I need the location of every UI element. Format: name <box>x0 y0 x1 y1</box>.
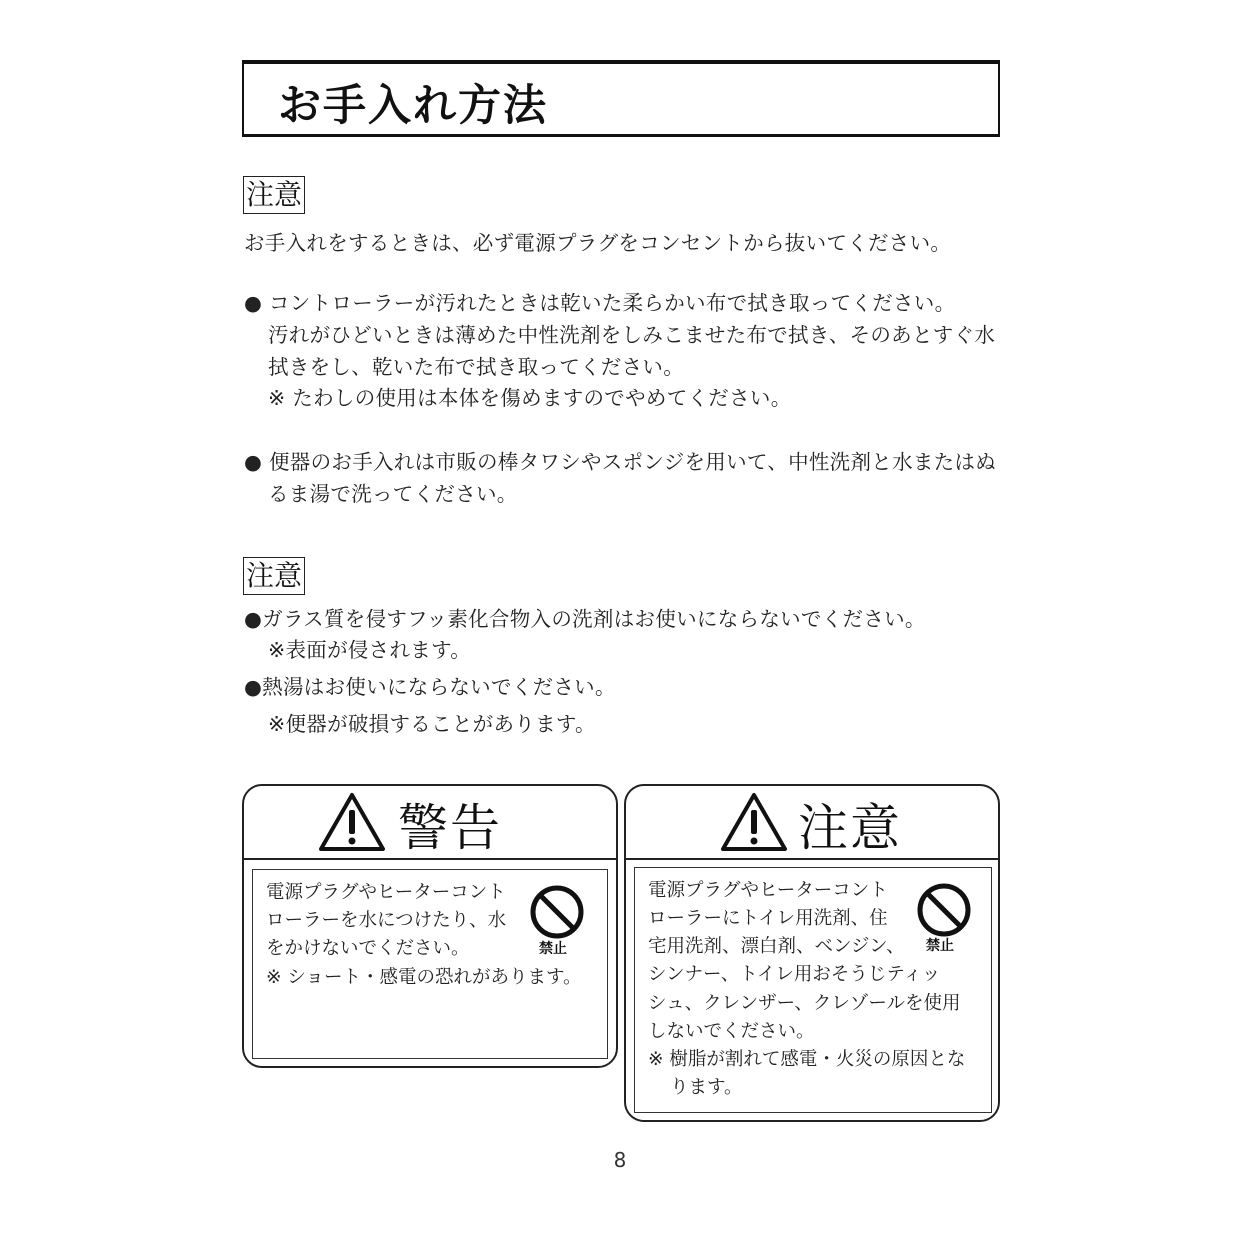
warning-line-4: ※ ショート・感電の恐れがあります。 <box>266 967 582 988</box>
caution-line-3: 宅用洗剤、漂白剤、ベンジン、 <box>648 936 905 957</box>
prohibited-label: 禁止 <box>926 938 954 954</box>
caution-line-4: シンナー、トイレ用おそうじティッ <box>648 964 941 985</box>
bullet1-line1: ● コントローラーが汚れたときは乾いた柔らかい布で拭き取ってください。 <box>244 291 956 315</box>
section2-line4: ※便器が破損することがあります。 <box>268 712 596 736</box>
page-title: お手入れ方法 <box>278 81 548 131</box>
caution-line-1: 電源プラグやヒーターコント <box>648 880 888 901</box>
bullet1-line4: ※ たわしの使用は本体を傷めますのでやめてください。 <box>268 386 792 410</box>
caution-line-7: ※ 樹脂が割れて感電・火災の原因とな <box>648 1049 966 1070</box>
warning-line-2: ローラーを水につけたり、水 <box>266 910 507 931</box>
warning-box <box>242 784 618 1068</box>
warning-box-header <box>244 786 616 860</box>
warning-line-3: をかけないでください。 <box>266 938 470 959</box>
caution-line-8: ります。 <box>670 1077 743 1098</box>
caution-triangle-icon <box>720 792 788 852</box>
page-number: 8 <box>613 1148 627 1172</box>
caution-label-2: 注意 <box>243 557 305 595</box>
caution-line-2: ローラーにトイレ用洗剤、住 <box>648 908 888 929</box>
bullet2-line1: ● 便器のお手入れは市販の棒タワシやスポンジを用いて、中性洗剤と水またはぬ <box>244 450 997 474</box>
warning-line-1: 電源プラグやヒーターコント <box>266 882 506 903</box>
caution-line-6: しないでください。 <box>648 1021 815 1042</box>
warning-triangle-icon <box>318 792 386 852</box>
prohibited-icon <box>916 882 972 938</box>
caution-label-1: 注意 <box>243 176 305 214</box>
bullet1-line3: 拭きをし、乾いた布で拭き取ってください。 <box>268 355 684 379</box>
caution-box-header <box>626 786 998 860</box>
section2-line1: ●ガラス質を侵すフッ素化合物入の洗剤はお使いにならないでください。 <box>244 607 926 631</box>
caution-line-5: シュ、クレンザー、クレゾールを使用 <box>648 993 961 1014</box>
section2-line2: ※表面が侵されます。 <box>268 638 472 662</box>
prohibited-icon <box>529 884 585 940</box>
prohibited-label: 禁止 <box>539 941 567 957</box>
bullet2-line2: るま湯で洗ってください。 <box>268 482 518 506</box>
intro-text: お手入れをするときは、必ず電源プラグをコンセントから抜いてください。 <box>244 231 952 255</box>
bullet1-line2: 汚れがひどいときは薄めた中性洗剤をしみこませた布で拭き、そのあとすぐ水 <box>268 323 996 347</box>
title-box <box>242 60 1000 137</box>
caution-box <box>624 784 1000 1122</box>
warning-box-title: 警告 <box>398 799 502 857</box>
section2-line3: ●熱湯はお使いにならないでください。 <box>244 675 616 699</box>
caution-box-title: 注意 <box>798 799 902 857</box>
